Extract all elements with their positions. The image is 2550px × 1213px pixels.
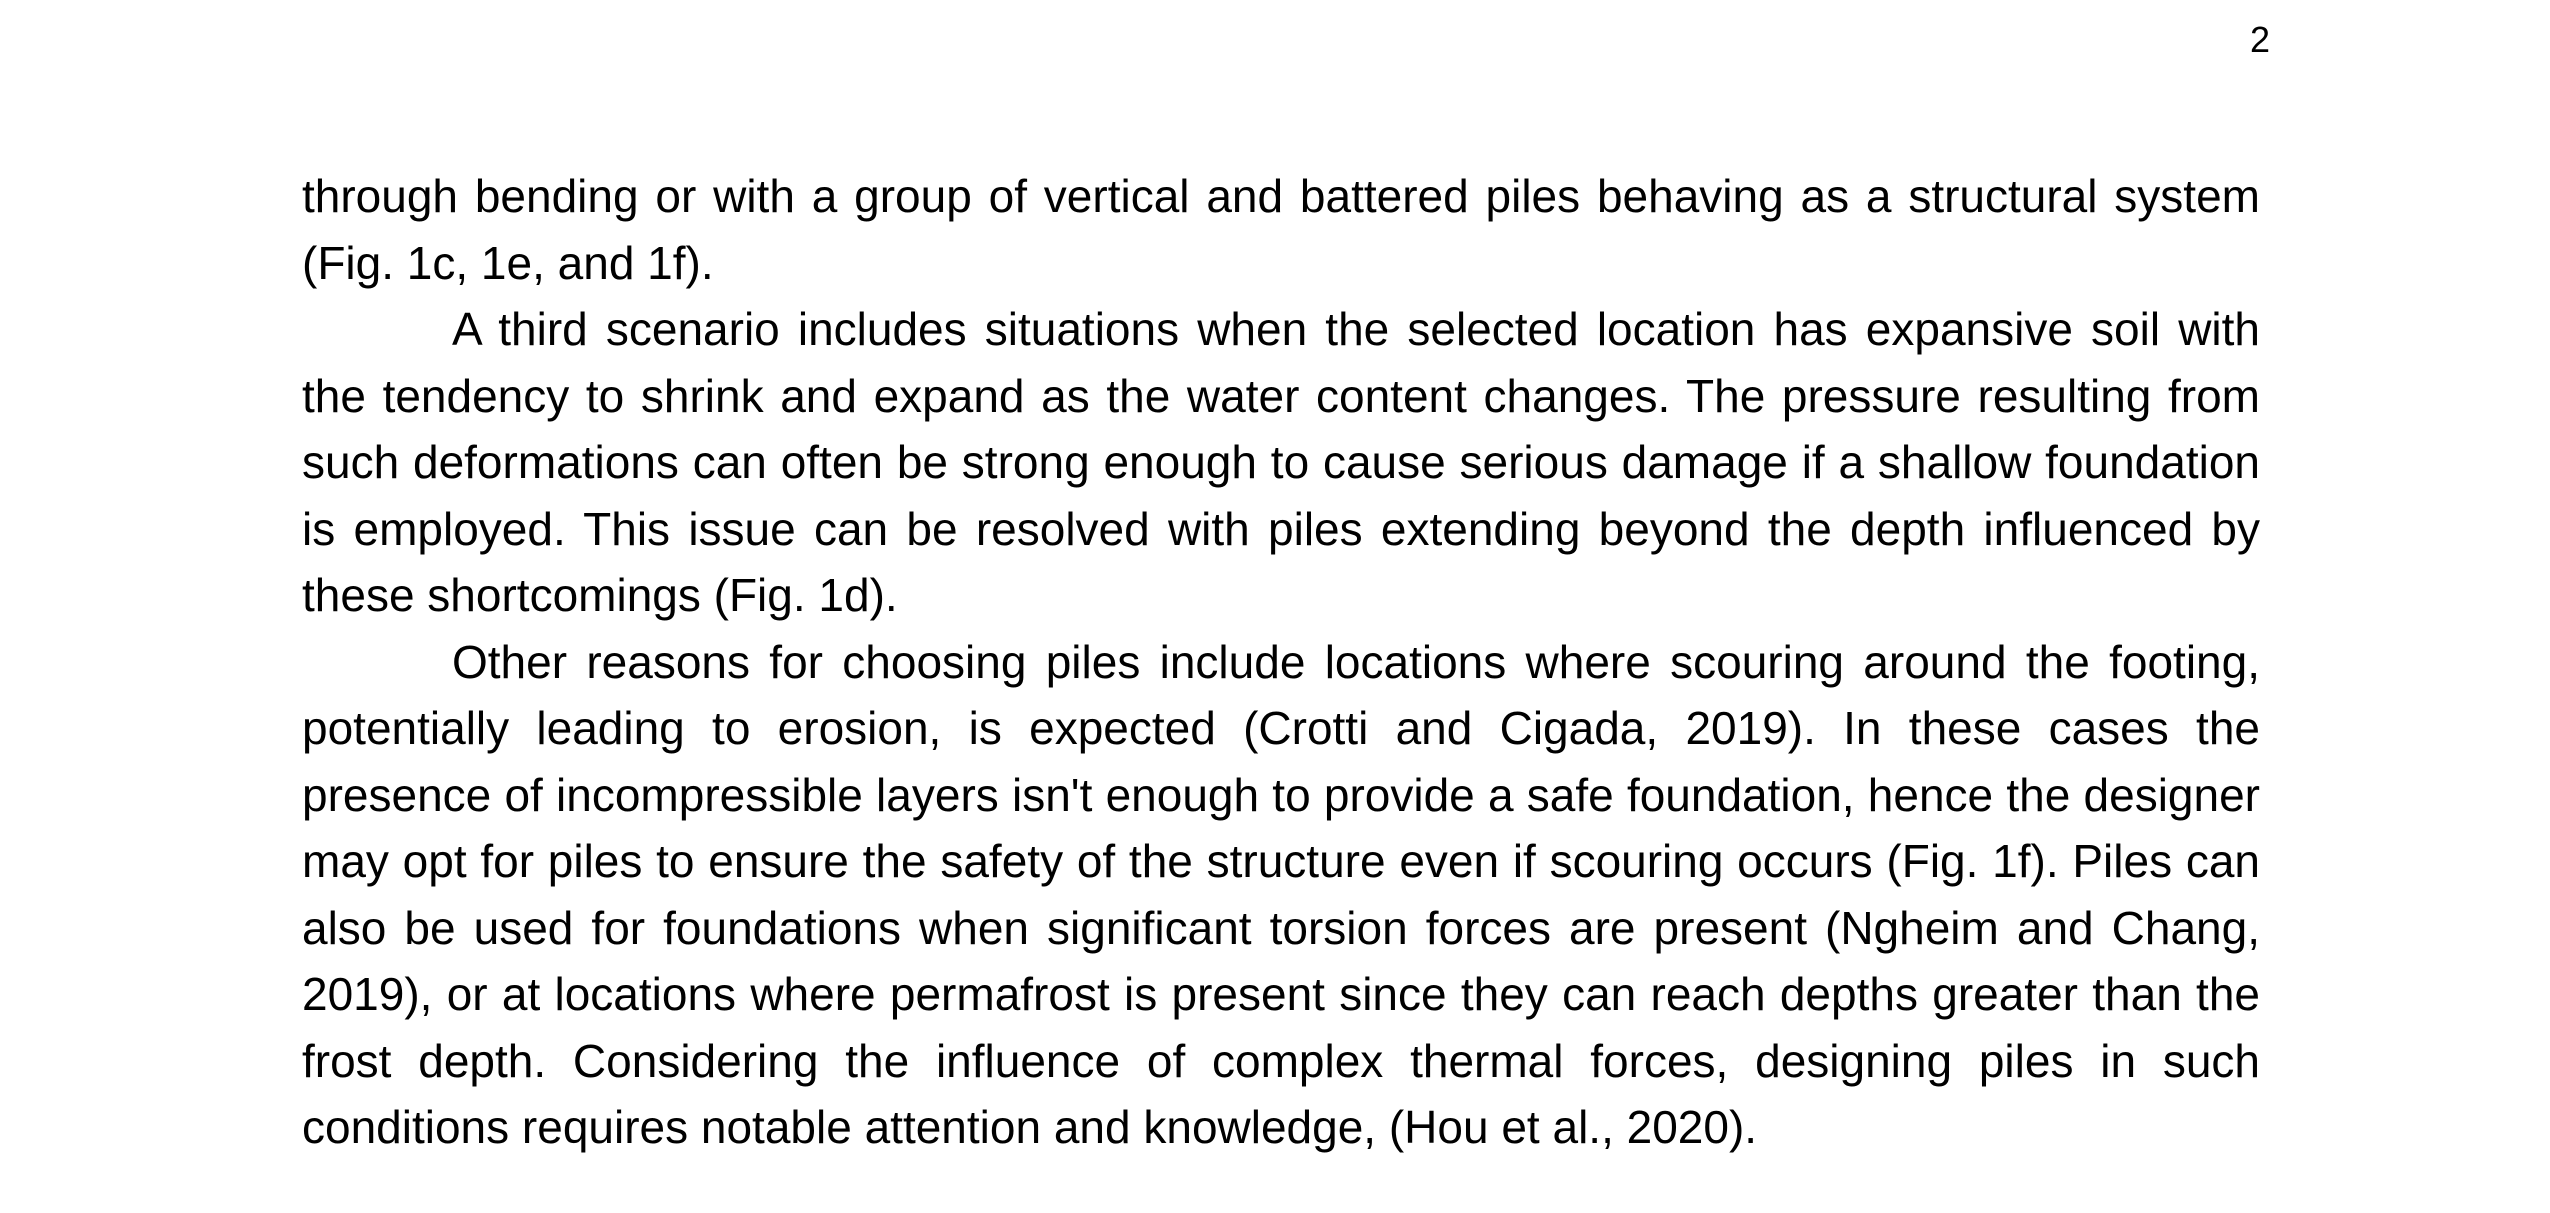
paragraph-other-reasons: Other reasons for choosing piles include locations where scouring around the footing, potentially leading to erosion, is expected (Crotti and Cigada, 2019). In these cases the presence of incompressible layers isn't enough to provide a safe foundation, hence the designer may opt for piles to ensure the safety of the structure even if scouring occurs (Fig. 1f). Piles can also be used for foundations when significant torsion forces are present (Ngheim and Chang, 2019), or at locations where permafrost is present since they can reach depths greater than the frost depth. Considering the influence of complex thermal forces, designing piles in such conditions requires notable attention and knowledge, (Hou et al., 2020). <box>302 635 2260 1153</box>
body-text <box>302 163 2260 1161</box>
page-number: 2 <box>2249 19 2270 60</box>
paragraph-expansive-soil: A third scenario includes situations when the selected location has expansive soil with the tendency to shrink and expand as the water content changes. The pressure resulting from such deformations can often be strong enough to cause serious damage if a shallow foundation is employed. This issue can be resolved with piles extending beyond the depth influenced by these shortcomings (Fig. 1d). <box>302 303 2260 621</box>
paragraph-continuation: through bending or with a group of vertical and battered piles behaving as a structural system (Fig. 1c, 1e, and 1f). <box>302 170 2260 289</box>
